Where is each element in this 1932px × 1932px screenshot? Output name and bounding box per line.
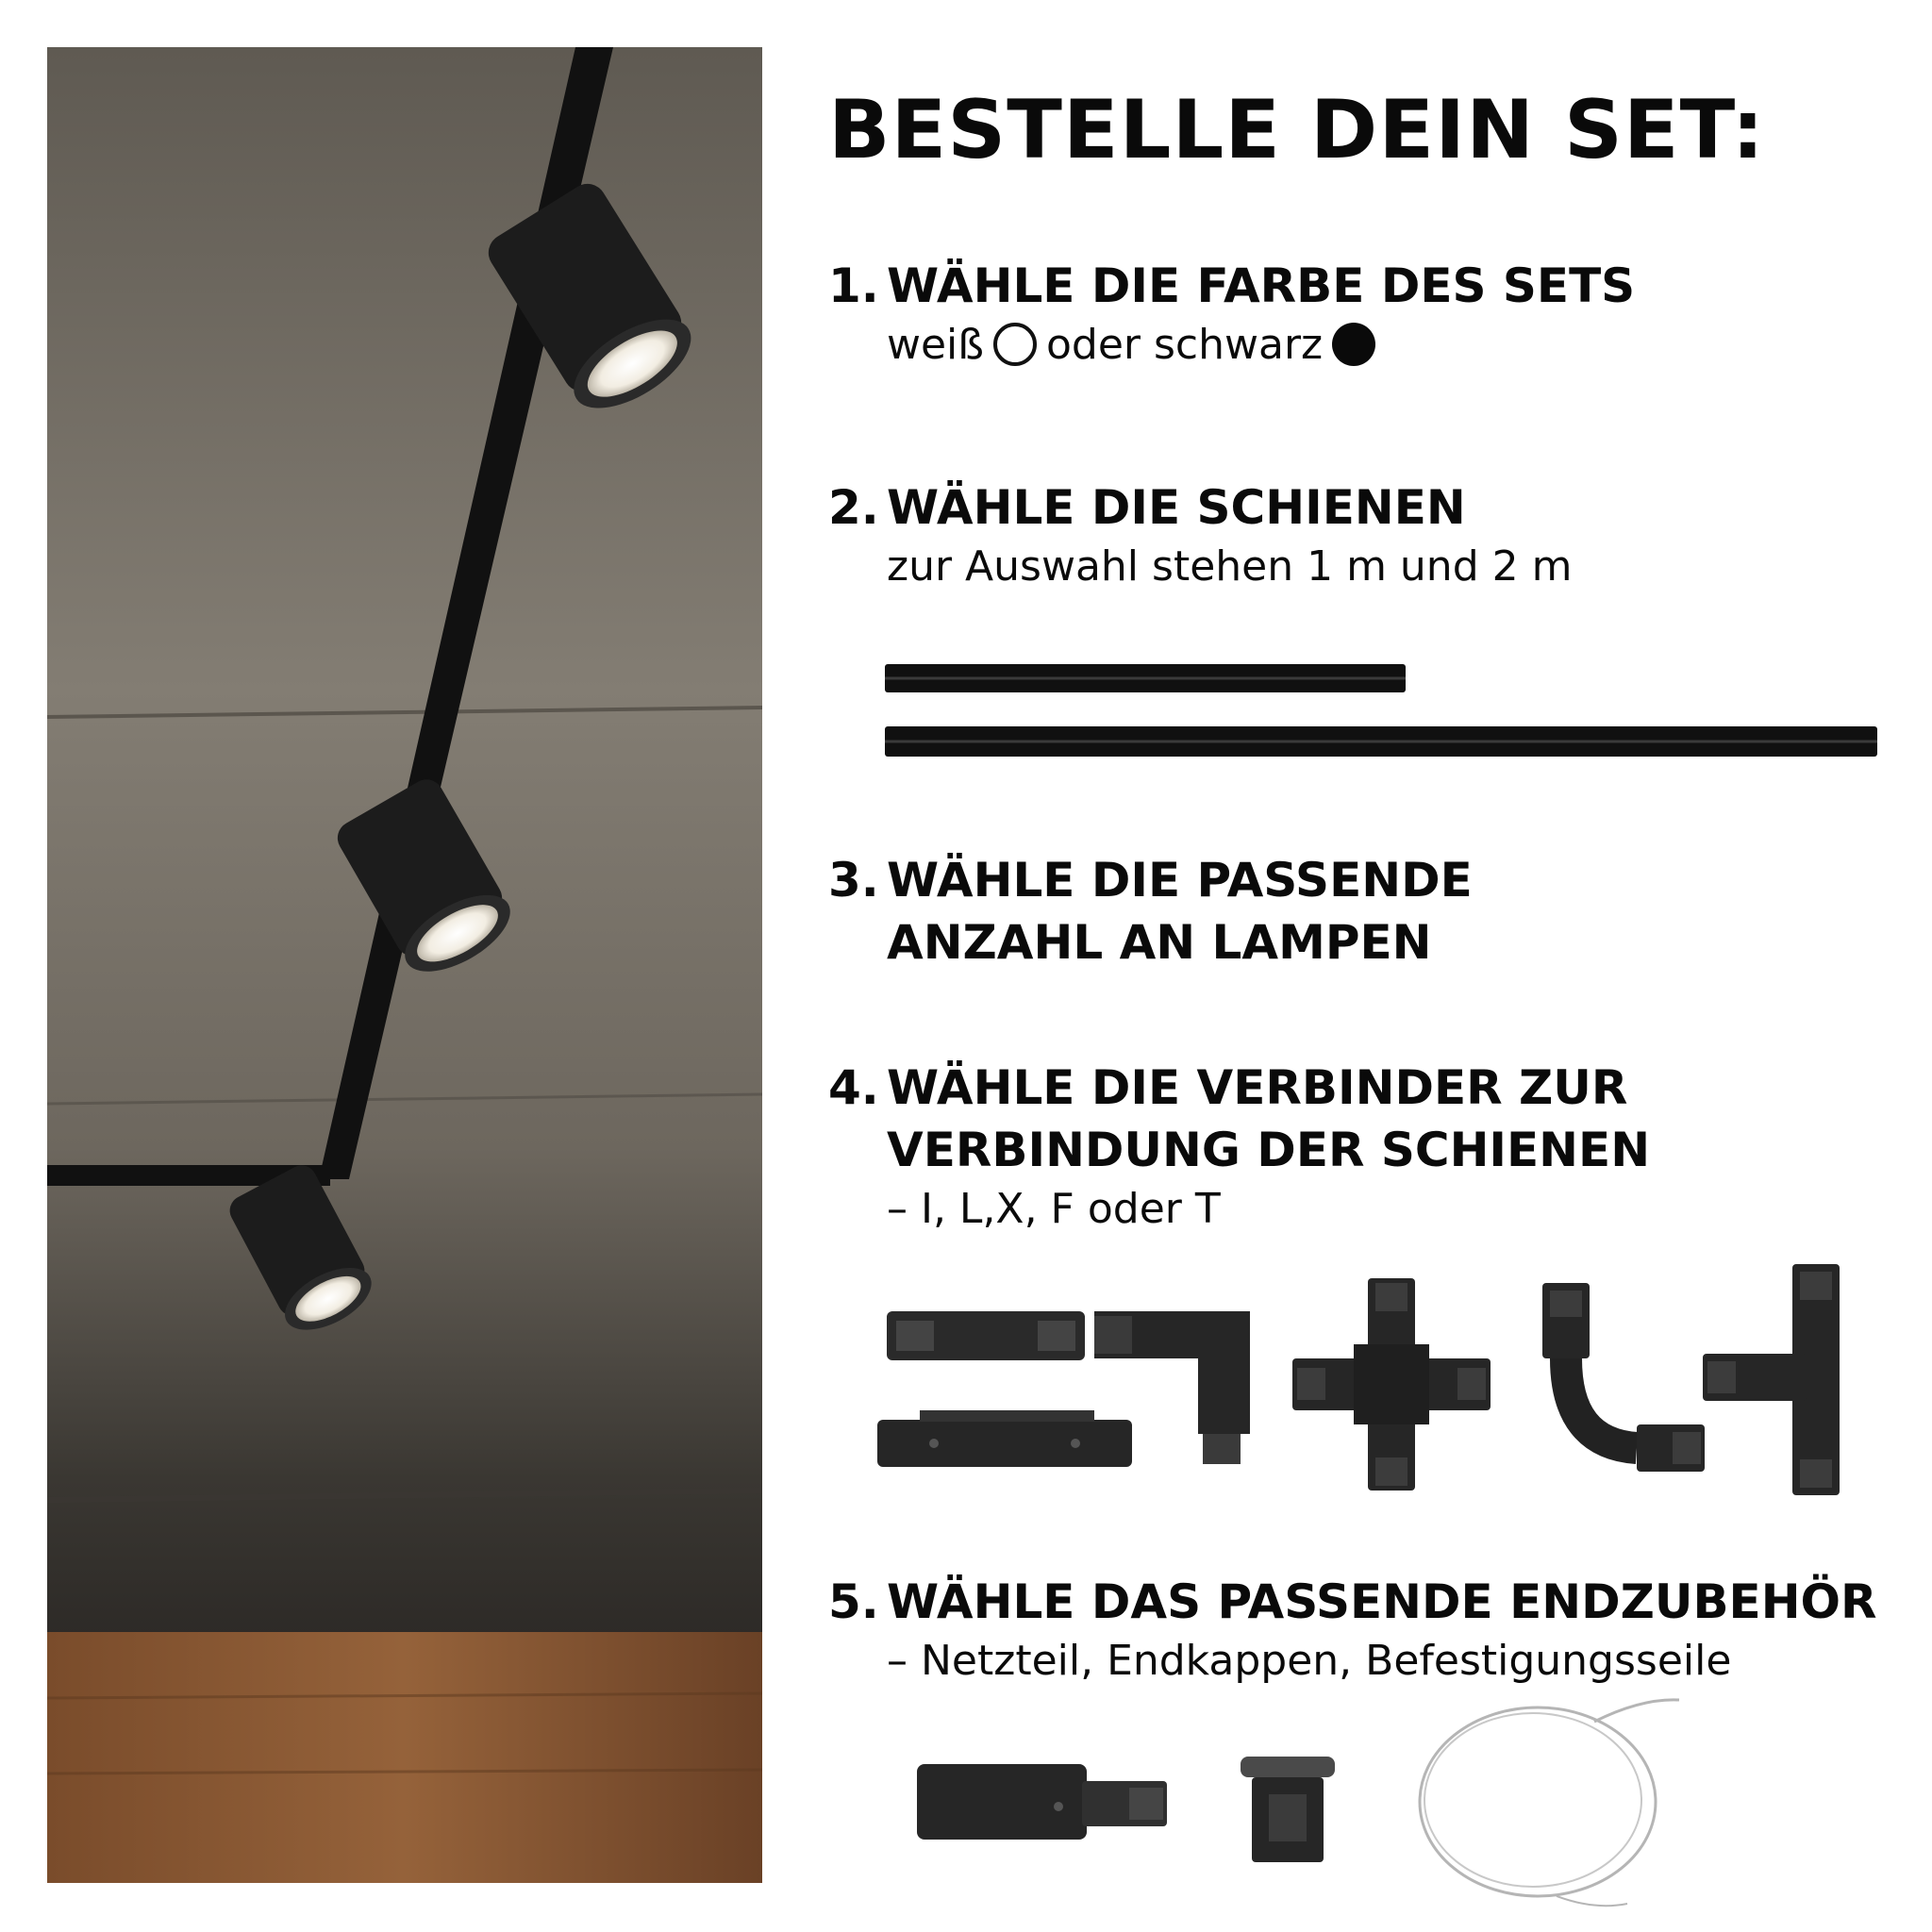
step-number: 4. — [828, 1060, 879, 1115]
step-number: 2. — [828, 480, 879, 535]
step-number: 3. — [828, 853, 879, 908]
step-5 — [828, 1571, 1904, 1690]
page-title: BESTELLE DEIN SET: — [828, 83, 1766, 177]
step-2 — [828, 476, 1904, 595]
ceiling-track-lights-photo — [47, 47, 762, 1883]
step-heading-line1: WÄHLE DIE VERBINDER ZUR — [887, 1060, 1628, 1115]
step-subtext: zur Auswahl stehen 1 m und 2 m — [887, 542, 1573, 591]
step-4 — [828, 1057, 1904, 1238]
step-3 — [828, 849, 1904, 974]
step-heading: WÄHLE DIE SCHIENEN — [887, 480, 1466, 535]
white-circle-icon — [993, 323, 1037, 366]
step-1 — [828, 255, 1904, 374]
x-connector-icon — [1292, 1278, 1491, 1494]
step-subtext: – I, L,X, F oder T — [887, 1185, 1221, 1233]
end-cap-icon — [1241, 1757, 1344, 1874]
color-options — [887, 317, 1904, 374]
suspension-wire-icon — [1406, 1689, 1689, 1919]
step-number: 1. — [828, 258, 879, 313]
option-white-label: weiß — [887, 321, 984, 369]
t-connector-icon — [1703, 1264, 1854, 1499]
l-connector-icon — [1094, 1302, 1259, 1471]
power-supply-icon — [917, 1764, 1172, 1848]
step-subtext: – Netzteil, Endkappen, Befestigungsseile — [887, 1637, 1732, 1685]
rail-2m-icon — [885, 726, 1877, 762]
option-black-label: oder schwarz — [1046, 321, 1324, 369]
step-heading-line2: ANZAHL AN LAMPEN — [887, 915, 1432, 970]
step-heading-line1: WÄHLE DIE PASSENDE — [887, 853, 1473, 908]
step-heading: WÄHLE DIE FARBE DES SETS — [887, 258, 1636, 313]
black-circle-icon — [1332, 323, 1375, 366]
rail-1m-icon — [885, 664, 1406, 698]
step-heading-line2: VERBINDUNG DER SCHIENEN — [887, 1123, 1651, 1177]
step-heading: WÄHLE DAS PASSENDE ENDZUBEHÖR — [887, 1574, 1877, 1629]
flex-connector-icon — [1533, 1283, 1707, 1485]
step-number: 5. — [828, 1574, 879, 1629]
